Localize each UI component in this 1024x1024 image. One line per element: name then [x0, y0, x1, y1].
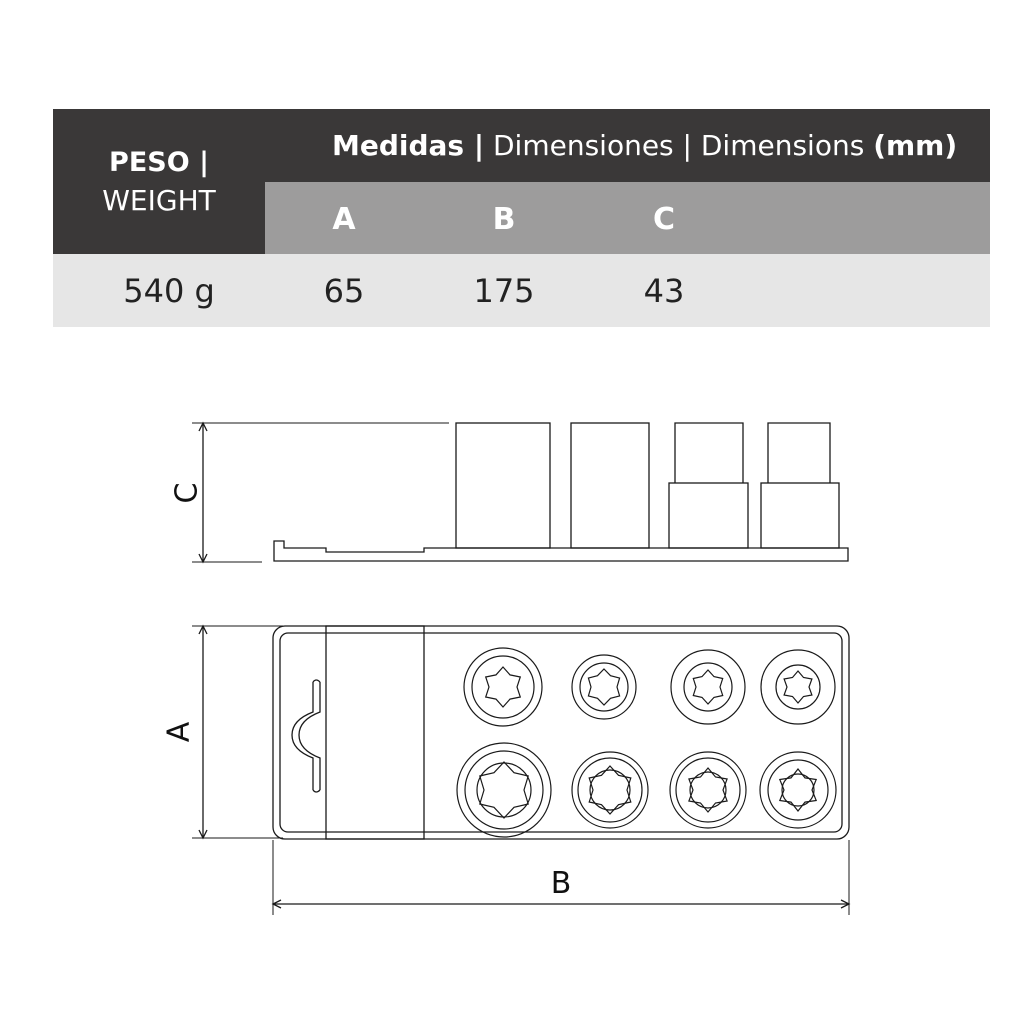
socket-1	[464, 648, 542, 726]
socket-3	[671, 650, 745, 724]
mm-label: (mm)	[873, 129, 958, 162]
dimensiones-label: Dimensiones | Dimensions	[492, 129, 865, 162]
column-c-header: C	[652, 202, 676, 237]
weight-value: 540 g	[123, 272, 215, 310]
medidas-label: Medidas |	[332, 129, 485, 162]
socket-top-views	[457, 648, 836, 837]
socket-7	[670, 752, 746, 828]
weight-label: WEIGHT	[102, 183, 216, 217]
socket-2	[572, 655, 636, 719]
b-value: 175	[473, 272, 535, 310]
dimension-c-label: C	[169, 482, 205, 504]
c-value: 43	[643, 272, 685, 310]
top-view	[192, 626, 849, 915]
column-a-header: A	[332, 202, 356, 237]
socket-8	[760, 752, 836, 828]
socket-4	[761, 650, 835, 724]
side-view	[192, 423, 848, 562]
dimension-a-label: A	[161, 721, 197, 743]
a-value: 65	[323, 272, 365, 310]
socket-6	[572, 752, 648, 828]
socket-5	[457, 743, 551, 837]
dimension-b-label: B	[550, 866, 572, 901]
peso-label: PESO |	[109, 146, 209, 178]
column-b-header: B	[492, 202, 516, 237]
